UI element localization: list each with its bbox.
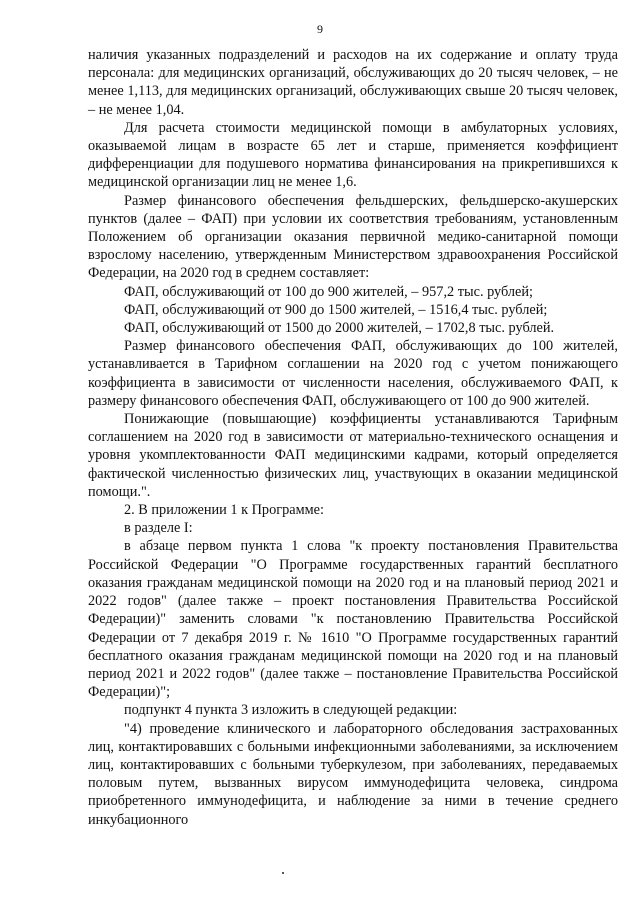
paragraph-1: Для расчета стоимости медицинской помощи в амбулаторных условиях, оказываемой лицам в возрасте 65 лет и старше, применяется коэффициент дифференциации для подушевого норматива финансирования на прикрепившихся к медицинской организации лиц не менее 1,6.: [88, 119, 618, 191]
paragraph-4: ФАП, обслуживающий от 900 до 1500 жителей, – 1516,4 тыс. рублей;: [124, 301, 548, 318]
paragraph-11: подпункт 4 пункта 3 изложить в следующей редакции:: [124, 702, 458, 719]
paragraph-6: Размер финансового обеспечения ФАП, обслуживающих до 100 жителей, устанавливается в Тарифном соглашении на 2020 год с учетом понижающего коэффициента в зависимости от численности населения, обслуживаемого ФАП, к размеру финансового обеспечения ФАП, обслуживающего от 100 до 900 жителей.: [88, 338, 618, 409]
paragraph-2: Размер финансового обеспечения фельдшерских, фельдшерско-акушерских пунктов (далее – ФАП) при условии их соответствия требованиям, установленным Положением об организации оказания первичной медико-санитарной помощи взрослому населению, утвержденным Министерством здравоохранения Российской Федерации, на 2020 год в среднем составляет:: [88, 192, 618, 282]
paragraph-9: в разделе I:: [124, 520, 193, 537]
scan-speck: [282, 872, 284, 874]
paragraph-3: ФАП, обслуживающий от 100 до 900 жителей, – 957,2 тыс. рублей;: [124, 283, 534, 300]
paragraph-8: 2. В приложении 1 к Программе:: [124, 502, 324, 519]
paragraph-10: в абзаце первом пункта 1 слова "к проекту постановления Правительства Российской Федерации "О Программе государственных гарантий бесплатного оказания гражданам медицинской помощи на 2020 год и на плановый период 2021 и 2022 годов" (далее также – проект постановления Правительства Российской Федерации)" заменить словами "к постановлению Правительства Российской Федерации от 7 декабря 2019 г. № 1610 "О Программе государственных гарантий бесплатного оказания гражданам медицинской помощи на 2020 год и на плановый период 2021 и 2022 годов" (далее также – постановление Правительства Российской Федерации)";: [88, 538, 618, 701]
document-body: [88, 46, 618, 829]
paragraph-7: Понижающие (повышающие) коэффициенты устанавливаются Тарифным соглашением на 2020 год в зависимости от материально-технического оснащения и уровня укомплектованности ФАП медицинскими кадрами, который определяется фактической численностью физических лиц, участвующих в оказании медицинской помощи.".: [88, 411, 618, 500]
paragraph-12: "4) проведение клинического и лабораторного обследования застрахованных лиц, контактировавших с больными инфекционными заболеваниями, за исключением лиц, контактировавших с больными туберкулезом, при заболеваниях, передаваемых половым путем, вызванных вирусом иммунодефицита человека, синдрома приобретенного иммунодефицита, и наблюдение за ними в течение среднего инкубационного: [88, 720, 618, 828]
paragraph-5: ФАП, обслуживающий от 1500 до 2000 жителей, – 1702,8 тыс. рублей.: [124, 320, 555, 337]
paragraph-0: наличия указанных подразделений и расходов на их содержание и оплату труда персонала: для медицинских организаций, обслуживающих до 20 тысяч человек, – не менее 1,113, для медицинских организаций, обслуживающих свыше 20 тысяч человек, – не менее 1,04.: [88, 47, 618, 118]
page-number: 9: [317, 22, 323, 36]
